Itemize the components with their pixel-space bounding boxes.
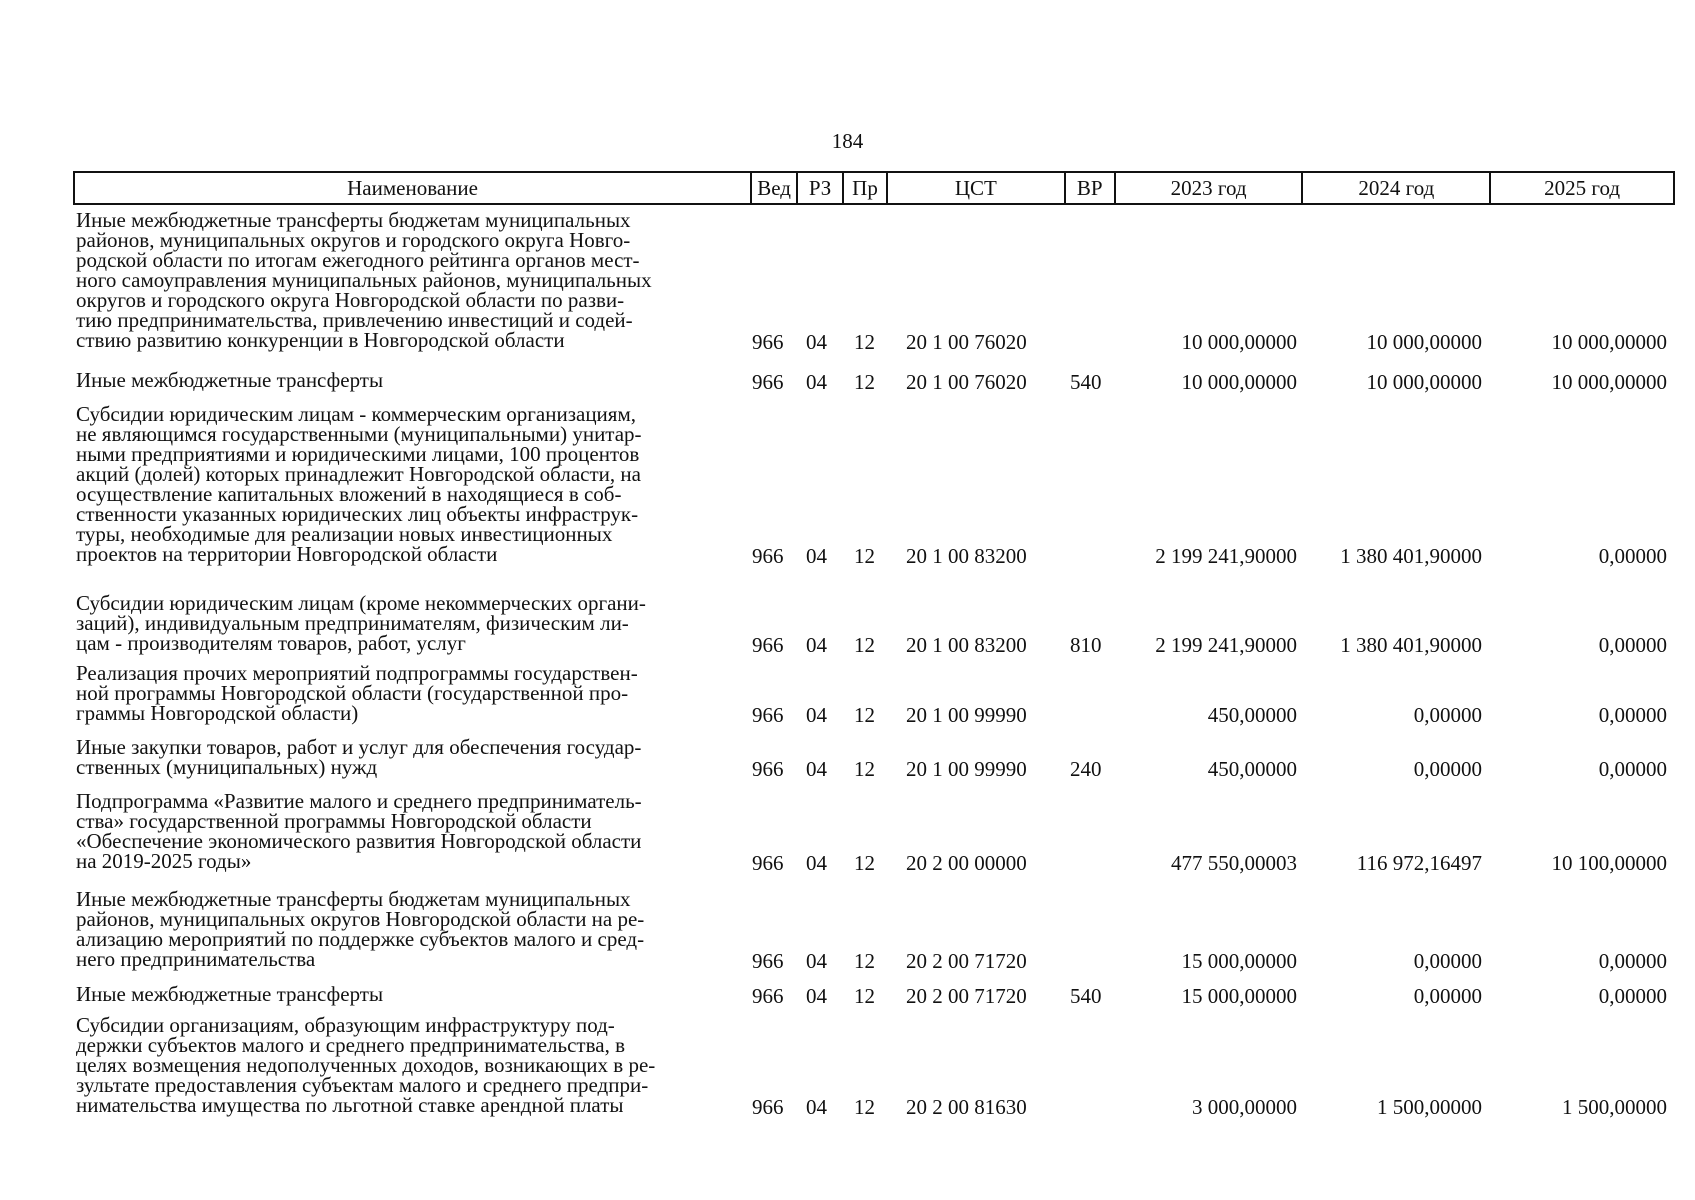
- row-name: [76, 737, 756, 777]
- row-name: [76, 984, 756, 1004]
- row-amount-2025: 0,00000: [1598, 633, 1667, 657]
- row-rz: 04: [806, 370, 827, 394]
- header-name: Наименование: [73, 171, 752, 205]
- row-name-line: тию предпринимательства, привлечению инвестиций и содей-: [76, 308, 633, 332]
- row-cst: 20 1 00 83200: [906, 633, 1027, 657]
- row-vr: 240: [1070, 757, 1102, 781]
- row-pr: 12: [854, 757, 875, 781]
- row-amount-2023: 477 550,00003: [1171, 851, 1297, 875]
- row-vr: 540: [1070, 370, 1102, 394]
- row-name-line: туры, необходимые для реализации новых инвестиционных: [76, 522, 613, 546]
- page-number: 184: [831, 129, 864, 153]
- row-ved: 966: [752, 703, 784, 727]
- row-vr: 810: [1070, 633, 1102, 657]
- row-name-line: родской области по итогам ежегодного рейтинга органов мест-: [76, 248, 640, 272]
- row-ved: 966: [752, 544, 784, 568]
- row-amount-2024: 0,00000: [1413, 757, 1482, 781]
- row-name-line: него предпринимательства: [76, 947, 316, 971]
- row-amount-2023: 10 000,00000: [1181, 330, 1297, 354]
- row-cst: 20 1 00 83200: [906, 544, 1027, 568]
- row-amount-2024: 116 972,16497: [1356, 851, 1482, 875]
- row-amount-2024: 0,00000: [1413, 949, 1482, 973]
- row-rz: 04: [806, 703, 827, 727]
- row-name-line: не являющимся государственными (муниципальными) унитар-: [76, 422, 642, 446]
- row-amount-2023: 2 199 241,90000: [1155, 633, 1297, 657]
- row-pr: 12: [854, 544, 875, 568]
- row-ved: 966: [752, 1095, 784, 1119]
- row-ved: 966: [752, 370, 784, 394]
- row-amount-2024: 1 500,00000: [1377, 1095, 1482, 1119]
- row-name-line: ного самоуправления муниципальных районов, муниципальных: [76, 268, 652, 292]
- row-name: [76, 593, 756, 653]
- row-name-line: районов, муниципальных округов Новгородской области на ре-: [76, 907, 645, 931]
- row-rz: 04: [806, 851, 827, 875]
- row-name-line: акций (долей) которых принадлежит Новгородской области, на: [76, 462, 641, 486]
- row-name-line: ства» государственной программы Новгородской области: [76, 809, 592, 833]
- row-rz: 04: [806, 544, 827, 568]
- row-name-line: ственности указанных юридических лиц объекты инфраструк-: [76, 502, 639, 526]
- row-name: [76, 404, 756, 564]
- row-pr: 12: [854, 633, 875, 657]
- table-header: [73, 171, 1673, 207]
- row-name-line: заций), индивидуальным предпринимателям, физическим ли-: [76, 611, 629, 635]
- row-name-line: на 2019-2025 годы»: [76, 849, 252, 873]
- row-ved: 966: [752, 949, 784, 973]
- row-name-line: граммы Новгородской области): [76, 701, 359, 725]
- row-cst: 20 1 00 76020: [906, 370, 1027, 394]
- row-name-line: Субсидии юридическим лицам (кроме некоммерческих органи-: [76, 591, 646, 615]
- row-cst: 20 1 00 99990: [906, 757, 1027, 781]
- row-name-line: Иные межбюджетные трансферты бюджетам муниципальных: [76, 887, 631, 911]
- header-2023: 2023 год: [1114, 171, 1304, 205]
- row-rz: 04: [806, 757, 827, 781]
- row-name-line: «Обеспечение экономического развития Новгородской области: [76, 829, 642, 853]
- row-amount-2024: 10 000,00000: [1366, 370, 1482, 394]
- row-name-line: Субсидии юридическим лицам - коммерческим организациям,: [76, 402, 636, 426]
- row-cst: 20 1 00 76020: [906, 330, 1027, 354]
- row-pr: 12: [854, 1095, 875, 1119]
- row-name-line: Подпрограмма «Развитие малого и среднего предприниматель-: [76, 789, 642, 813]
- row-pr: 12: [854, 984, 875, 1008]
- row-rz: 04: [806, 633, 827, 657]
- row-name-line: Иные межбюджетные трансферты бюджетам муниципальных: [76, 208, 631, 232]
- row-amount-2023: 15 000,00000: [1181, 949, 1297, 973]
- row-pr: 12: [854, 330, 875, 354]
- row-pr: 12: [854, 949, 875, 973]
- row-amount-2025: 10 000,00000: [1551, 370, 1667, 394]
- row-ved: 966: [752, 633, 784, 657]
- row-name-line: Иные закупки товаров, работ и услуг для обеспечения государ-: [76, 735, 642, 759]
- row-cst: 20 2 00 00000: [906, 851, 1027, 875]
- header-2024: 2024 год: [1301, 171, 1491, 205]
- row-name: [76, 210, 756, 350]
- row-name-line: ализацию мероприятий по поддержке субъектов малого и сред-: [76, 927, 645, 951]
- row-name-line: ственных (муниципальных) нужд: [76, 755, 378, 779]
- row-amount-2024: 1 380 401,90000: [1340, 633, 1482, 657]
- row-amount-2023: 3 000,00000: [1192, 1095, 1297, 1119]
- row-ved: 966: [752, 851, 784, 875]
- row-name-line: Реализация прочих мероприятий подпрограммы государствен-: [76, 661, 638, 685]
- row-name-line: нимательства имущества по льготной ставке арендной платы: [76, 1093, 624, 1117]
- row-amount-2025: 10 000,00000: [1551, 330, 1667, 354]
- row-cst: 20 2 00 71720: [906, 949, 1027, 973]
- row-rz: 04: [806, 949, 827, 973]
- row-amount-2023: 450,00000: [1207, 703, 1297, 727]
- row-name-line: ствию развитию конкуренции в Новгородской области: [76, 328, 565, 352]
- row-name-line: осуществление капитальных вложений в находящиеся в соб-: [76, 482, 622, 506]
- row-amount-2025: 0,00000: [1598, 544, 1667, 568]
- row-rz: 04: [806, 330, 827, 354]
- row-name: [76, 1015, 756, 1115]
- row-name: [76, 663, 756, 723]
- row-ved: 966: [752, 984, 784, 1008]
- row-rz: 04: [806, 984, 827, 1008]
- row-amount-2025: 1 500,00000: [1562, 1095, 1667, 1119]
- row-amount-2025: 0,00000: [1598, 984, 1667, 1008]
- header-cst: ЦСТ: [886, 171, 1066, 205]
- row-name-line: проектов на территории Новгородской области: [76, 542, 498, 566]
- row-name-line: зультате предоставления субъектам малого и среднего предпри-: [76, 1073, 649, 1097]
- row-ved: 966: [752, 330, 784, 354]
- row-name-line: округов и городского округа Новгородской области по разви-: [76, 288, 625, 312]
- row-amount-2025: 10 100,00000: [1551, 851, 1667, 875]
- row-vr: 540: [1070, 984, 1102, 1008]
- row-amount-2023: 15 000,00000: [1181, 984, 1297, 1008]
- row-name-line: ными предприятиями и юридическими лицами, 100 процентов: [76, 442, 640, 466]
- row-name: [76, 370, 756, 390]
- row-amount-2024: 0,00000: [1413, 984, 1482, 1008]
- row-amount-2023: 10 000,00000: [1181, 370, 1297, 394]
- row-ved: 966: [752, 757, 784, 781]
- row-name-line: ной программы Новгородской области (государственной про-: [76, 681, 629, 705]
- header-pr: Пр: [842, 171, 888, 205]
- row-amount-2023: 2 199 241,90000: [1155, 544, 1297, 568]
- row-name-line: цам - производителям товаров, работ, услуг: [76, 631, 466, 655]
- row-pr: 12: [854, 370, 875, 394]
- row-name: [76, 791, 756, 871]
- row-amount-2025: 0,00000: [1598, 949, 1667, 973]
- row-name-line: Иные межбюджетные трансферты: [76, 982, 384, 1006]
- row-amount-2024: 0,00000: [1413, 703, 1482, 727]
- row-pr: 12: [854, 703, 875, 727]
- row-amount-2023: 450,00000: [1207, 757, 1297, 781]
- row-amount-2024: 1 380 401,90000: [1340, 544, 1482, 568]
- row-amount-2025: 0,00000: [1598, 703, 1667, 727]
- row-cst: 20 2 00 81630: [906, 1095, 1027, 1119]
- row-cst: 20 1 00 99990: [906, 703, 1027, 727]
- row-name: [76, 889, 756, 969]
- row-amount-2025: 0,00000: [1598, 757, 1667, 781]
- row-name-line: целях возмещения недополученных доходов, возникающих в ре-: [76, 1053, 656, 1077]
- header-rz: РЗ: [796, 171, 844, 205]
- header-vr: ВР: [1064, 171, 1116, 205]
- row-cst: 20 2 00 71720: [906, 984, 1027, 1008]
- header-ved: Вед: [750, 171, 798, 205]
- header-2025: 2025 год: [1489, 171, 1675, 205]
- row-name-line: районов, муниципальных округов и городского округа Новго-: [76, 228, 631, 252]
- row-rz: 04: [806, 1095, 827, 1119]
- row-amount-2024: 10 000,00000: [1366, 330, 1482, 354]
- row-name-line: Иные межбюджетные трансферты: [76, 368, 384, 392]
- row-name-line: держки субъектов малого и среднего предпринимательства, в: [76, 1033, 625, 1057]
- row-pr: 12: [854, 851, 875, 875]
- row-name-line: Субсидии организациям, образующим инфраструктуру под-: [76, 1013, 615, 1037]
